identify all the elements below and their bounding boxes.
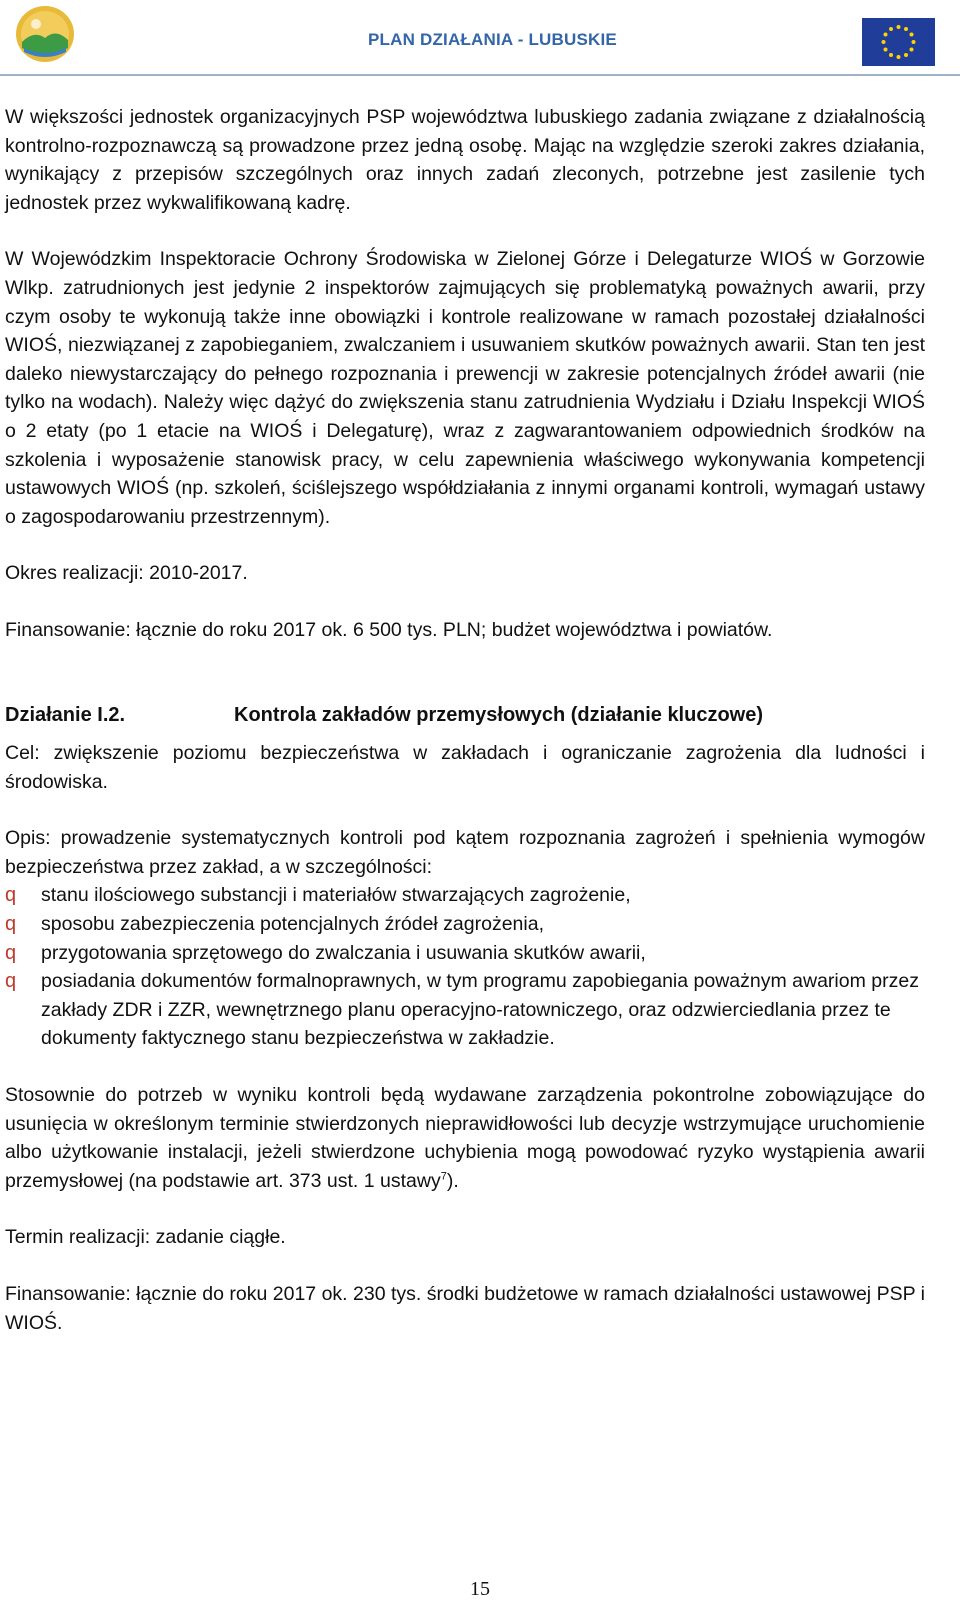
list-item: q przygotowania sprzętowego do zwalczania i usuwania skutków awarii, xyxy=(5,939,925,968)
header-title: PLAN DZIAŁANIA - LUBUSKIE xyxy=(368,30,617,49)
document-body xyxy=(5,103,925,1337)
okres-realizacji: Okres realizacji: 2010-2017. xyxy=(5,562,248,585)
list-item: q posiadania dokumentów formalnoprawnych, w tym programu zapobiegania poważnym awariom przez zakłady ZDR i ZZR, wewnętrznego planu operacyjno-ratowniczego, oraz odzwierciedlania przez te dokumenty faktycznego stanu bezpieczeństwa w zakładzie. xyxy=(5,967,925,1053)
bullet-mark: q xyxy=(5,884,17,907)
section-number: Działanie I.2. xyxy=(5,703,126,726)
section-title: Kontrola zakładów przemysłowych (działanie kluczowe) xyxy=(234,703,764,726)
section-cel: Cel: zwiększenie poziomu bezpieczeństwa w zakładach i ograniczanie zagrożenia dla ludności i środowiska. xyxy=(5,742,925,793)
termin-realizacji: Termin realizacji: zadanie ciągłe. xyxy=(5,1226,286,1249)
section-stosownie: Stosownie do potrzeb w wyniku kontroli będą wydawane zarządzenia pokontrolne zobowiązujące do usunięcia w określonym terminie stwierdzonych nieprawidłowości lub decyzje wstrzymujące uruchomienie albo użytkowanie instalacji, jeżeli stwierdzone uchybienia mogą powodować ryzyko wystąpienia awarii przemysłowej (na podstawie art. 373 ust. 1 ustawy$^7$). xyxy=(5,1084,925,1192)
bullet-mark: q xyxy=(5,970,17,993)
bullet-mark: q xyxy=(5,941,17,964)
list-item: q sposobu zabezpieczenia potencjalnych źródeł zagrożenia, xyxy=(5,910,925,939)
page-number: 15 xyxy=(470,1578,490,1600)
bullet-list xyxy=(5,881,925,1053)
bullet-mark: q xyxy=(5,913,17,936)
section-opis: Opis: prowadzenie systematycznych kontroli pod kątem rozpoznania zagrożeń i spełnienia wymogów bezpieczeństwa przez zakład, a w szczególności: xyxy=(5,827,925,878)
paragraph-wios: W Wojewódzkim Inspektoracie Ochrony Środowiska w Zielonej Górze i Delegaturze WIOŚ w Gorzowie Wlkp. zatrudnionych jest jedynie 2 inspektorów zajmujących się problematyką poważnych awarii, przy czym osoby te wykonują także inne obowiązki i kontrole realizowane w ramach pozostałej działalności WIOŚ, niezwiązanej z zapobieganiem, zwalczaniem i usuwaniem skutków poważnych awarii. Stan ten jest daleko niewystarczający do pełnego rozpoznania i prewencji w zakresie potencjalnych źródeł awarii (nie tylko na wodach). Należy więc dążyć do zwiększenia stanu zatrudnienia Wydziału i Działu Inspekcji WIOŚ o 2 etaty (po 1 etacie na WIOŚ i Delegaturę), wraz z zagwarantowaniem odpowiednich środków na szkolenia i wyposażenie stanowisk pracy, w celu zapewnienia właściwego wykonywania kompetencji ustawowych WIOŚ (np. szkoleń, ściślejszego współdziałania z innymi organami kontroli, wymagań ustawy o zagospodarowaniu przestrzennym). xyxy=(5,248,925,528)
lubuskie-logo-icon xyxy=(14,4,76,64)
footnote-ref: 7 xyxy=(440,1170,447,1183)
finansowanie-1: Finansowanie: łącznie do roku 2017 ok. 6 500 tys. PLN; budżet województwa i powiatów. xyxy=(5,618,773,641)
section-heading xyxy=(5,701,925,730)
finansowanie-2: Finansowanie: łącznie do roku 2017 ok. 230 tys. środki budżetowe w ramach działalności ustawowej PSP i WIOŚ. xyxy=(5,1283,925,1334)
paragraph-psp: W większości jednostek organizacyjnych PSP województwa lubuskiego zadania związane z działalnością kontrolno-rozpoznawczą są prowadzone przez jedną osobę. Mając na względzie szeroki zakres działania, wynikający z przepisów szczególnych oraz innych zadań zleconych, potrzebne jest zasilenie tych jednostek przez wykwalifikowaną kadrę. xyxy=(5,106,925,214)
eu-flag-icon xyxy=(862,18,935,66)
page-header xyxy=(0,0,960,76)
list-item: q stanu ilościowego substancji i materiałów stwarzających zagrożenie, xyxy=(5,881,925,910)
